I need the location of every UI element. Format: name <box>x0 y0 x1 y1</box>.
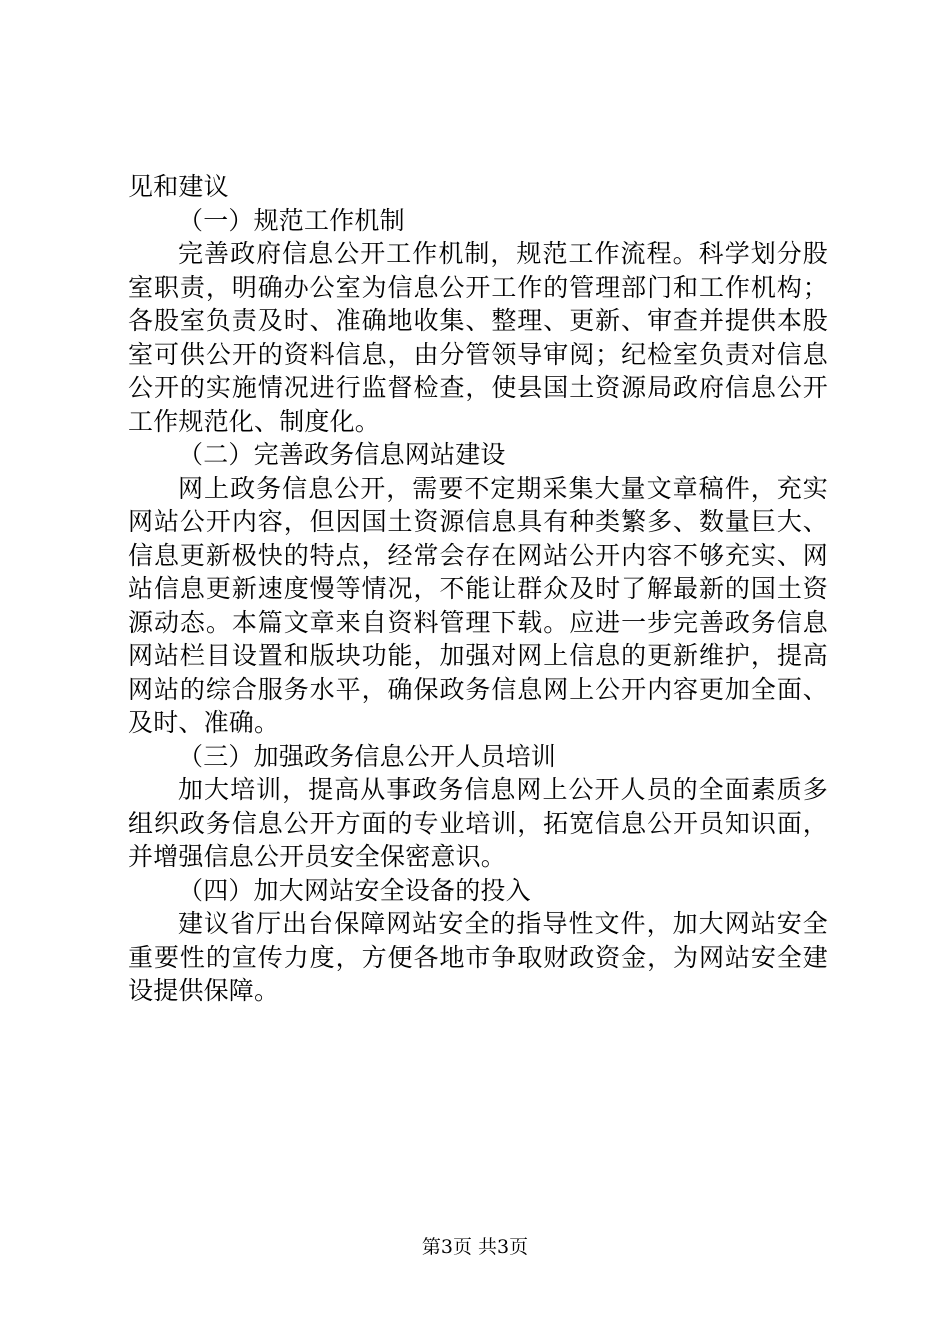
section-heading-1: （一）规范工作机制 <box>178 205 405 235</box>
section-body-3: 加大培训，提高从事政务信息网上公开人员的全面素质多组织政务信息公开方面的专业培训，拓宽信息公开员知识面，并增强信息公开员安全保密意识。 <box>128 775 828 871</box>
section-body-4: 建议省厅出台保障网站安全的指导性文件，加大网站安全重要性的宣传力度，方便各地市争取财政资金，为网站安全建设提供保障。 <box>128 909 828 1005</box>
section-body-2: 网上政务信息公开，需要不定期采集大量文章稿件，充实网站公开内容，但因国土资源信息具有种类繁多、数量巨大、信息更新极快的特点，经常会存在网站公开内容不够充实、网站信息更新速度慢等情况，不能让群众及时了解最新的国土资源动态。本篇文章来自资料管理下载。应进一步完善政务信息网站栏目设置和版块功能，加强对网上信息的更新维护，提高网站的综合服务水平，确保政务信息网上公开内容更加全面、及时、准确。 <box>128 473 828 737</box>
section-heading-4: （四）加大网站安全设备的投入 <box>178 875 531 905</box>
section-heading-2: （二）完善政务信息网站建设 <box>178 440 506 469</box>
opening-fragment: 见和建议 <box>128 172 229 201</box>
document-body <box>128 170 828 1008</box>
section-body-1: 完善政府信息公开工作机制，规范工作流程。科学划分股室职责，明确办公室为信息公开工作的管理部门和工作机构；各股室负责及时、准确地收集、整理、更新、审查并提供本股室可供公开的资料信息，由分管领导审阅；纪检室负责对信息公开的实施情况进行监督检查，使县国土资源局政府信息公开工作规范化、制度化。 <box>128 239 828 436</box>
section-heading-3: （三）加强政务信息公开人员培训 <box>178 741 557 771</box>
page-footer: 第3页 共3页 <box>421 1236 529 1258</box>
